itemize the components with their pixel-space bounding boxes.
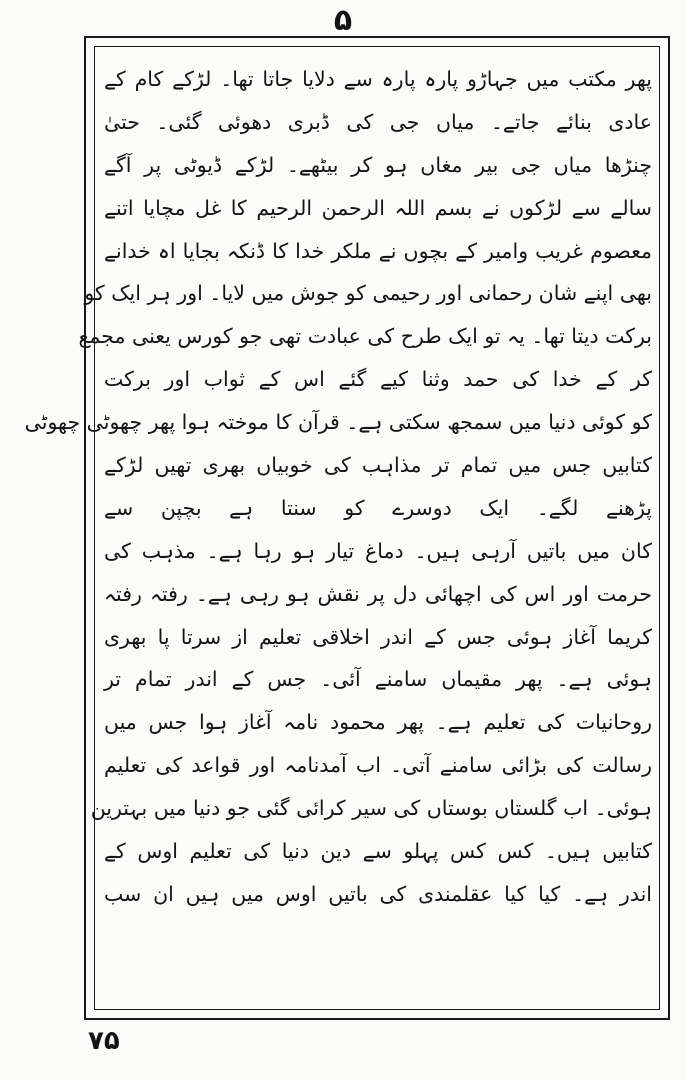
text-line: کر کے خدا کی حمد وثنا کیے گئے اس کے ثواب اور برکت [104,367,652,392]
text-line: کریما آغاز ہوئی جس کے اندر اخلاقی تعلیم از سرتا پا بھری [104,624,652,649]
text-line: اندر ہے۔ کیا کیا عقلمندی کی باتیں اوس میں ہیں ان سب [104,881,652,906]
text-line: کو کوئی دنیا میں سمجھ سکتی ہے۔ قرآن کا موختہ ہوا پھر چھوٹی چھوٹی [24,410,652,435]
text-line: سالے سے لڑکوں نے بسم اللہ الرحمن الرحیم کا غل مچایا اتنے [104,195,652,220]
text-line: روحانیات کی تعلیم ہے۔ پھر محمود نامہ آغاز ہوا جس میں [104,710,652,735]
text-line: کتابیں ہیں۔ کس کس پہلو سے دین دنیا کی تعلیم اوس کے [104,839,652,864]
urdu-text-body [24,58,652,1002]
text-line: پھر مکتب میں جہاڑو پارہ پارہ سے دلایا جاتا تھا۔ لڑکے کام کے [104,67,652,91]
text-line: معصوم غریب وامیر کے بچوں نے ملکر خدا کا ڈنکہ بجایا اہ خدانے [104,238,652,263]
text-line: کان میں باتیں آرہی ہیں۔ دماغ تیار ہو رہا ہے۔ مذہب کی [104,538,652,563]
text-line: ہوئی ہے۔ پھر مقیماں سامنے آئی۔ جس کے اندر تمام تر [104,667,652,692]
text-line: چنڑھا میاں جی بیر مغاں ہو کر بیٹھے۔ لڑکے ڈیوٹی پر آگے [104,152,652,177]
text-line: کتابیں جس میں تمام تر مذاہب کی خوبیاں بھری تھیں لڑکے [104,453,652,478]
text-line: رسالت کی بڑائی سامنے آتی۔ اب آمدنامہ اور قواعد کی تعلیم [104,753,652,778]
text-line: عادی بنائے جاتے۔ میاں جی کی ڈبری دھوئی گئی۔ حتیٰ [104,109,652,134]
text-line: حرمت اور اس کی اچھائی دل پر نقش ہو رہی ہے۔ رفتہ رفتہ [104,581,652,606]
text-line: پڑھنے لگے۔ ایک دوسرے کو سنتا ہے بچپن سے [104,495,652,520]
text-line: برکت دیتا تھا۔ یہ تو ایک طرح کی عبادت تھی جو کورس یعنی مجمع [78,324,652,349]
page-number-bottom: ۷۵ [88,1026,120,1056]
text-line: بھی اپنے شان رحمانی اور رحیمی کو جوش میں لایا۔ اور ہر ایک کو [84,281,652,306]
text-line: ہوئی۔ اب گلستاں بوستاں کی سیر کرائی گئی جو دنیا میں بہترین [90,796,652,821]
page-number-top: ۵ [333,3,353,38]
